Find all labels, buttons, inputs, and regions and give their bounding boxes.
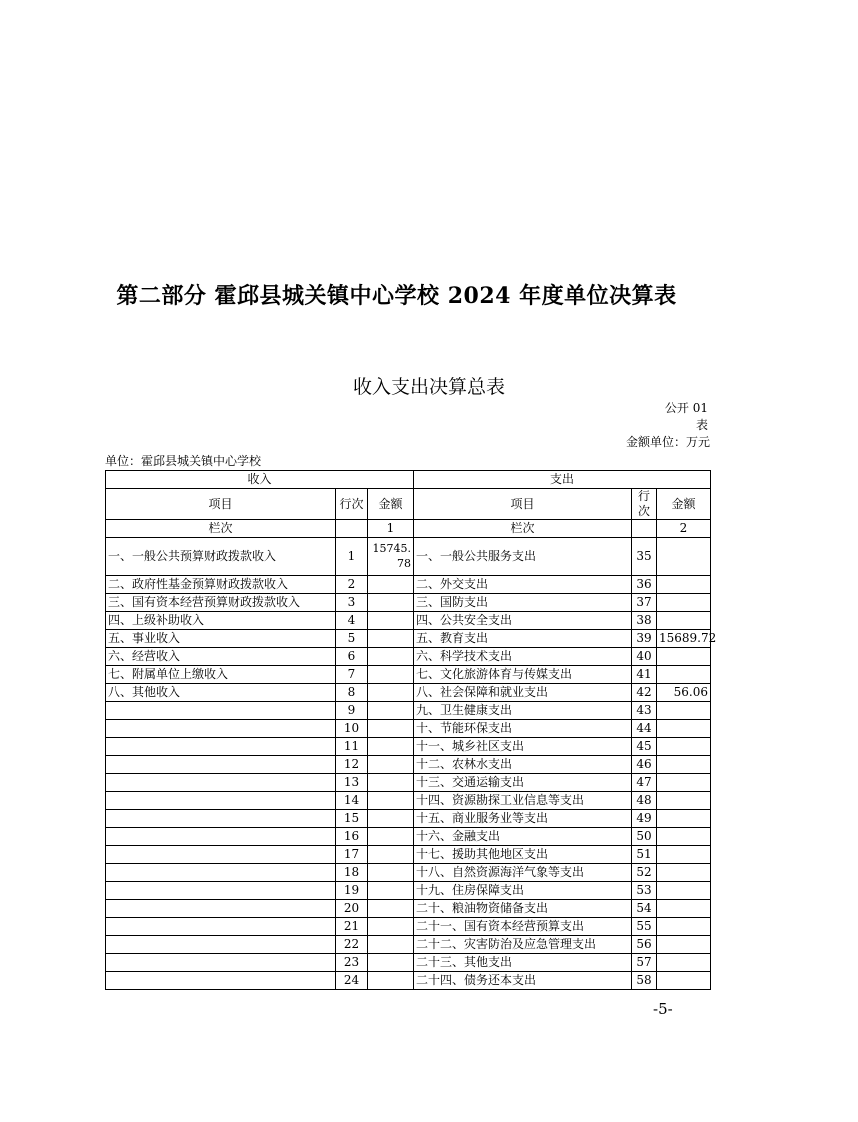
table-row xyxy=(106,792,711,810)
table-row xyxy=(106,648,711,666)
expense-amount xyxy=(657,576,711,594)
table-row xyxy=(106,666,711,684)
income-row-no: 11 xyxy=(336,738,368,756)
income-row-no: 12 xyxy=(336,756,368,774)
income-item xyxy=(106,828,336,846)
income-amount xyxy=(368,612,414,630)
income-row-no: 13 xyxy=(336,774,368,792)
expense-row-no: 39 xyxy=(632,630,657,648)
income-item xyxy=(106,972,336,990)
income-amount xyxy=(368,882,414,900)
income-item xyxy=(106,900,336,918)
expense-item: 十七、援助其他地区支出 xyxy=(414,846,632,864)
expense-row-no: 58 xyxy=(632,972,657,990)
table-row xyxy=(106,810,711,828)
income-item: 八、其他收入 xyxy=(106,684,336,702)
income-item xyxy=(106,756,336,774)
income-item xyxy=(106,864,336,882)
income-item xyxy=(106,792,336,810)
income-amount xyxy=(368,846,414,864)
income-amount xyxy=(368,702,414,720)
table-row xyxy=(106,684,711,702)
income-amount xyxy=(368,954,414,972)
expense-amount xyxy=(657,702,711,720)
income-amount xyxy=(368,792,414,810)
table-row xyxy=(106,828,711,846)
income-row-no: 7 xyxy=(336,666,368,684)
org-unit: 单位：霍邱县城关镇中心学校 xyxy=(105,454,262,468)
expense-amount xyxy=(657,936,711,954)
expense-amount xyxy=(657,648,711,666)
income-row-no: 22 xyxy=(336,936,368,954)
table-row xyxy=(106,594,711,612)
income-row-no: 5 xyxy=(336,630,368,648)
expense-item: 十、节能环保支出 xyxy=(414,720,632,738)
income-row-no: 14 xyxy=(336,792,368,810)
lanci-label-expense: 栏次 xyxy=(414,520,632,538)
income-amount xyxy=(368,810,414,828)
income-amount: 15745.78 xyxy=(368,538,414,576)
expense-item: 四、公共安全支出 xyxy=(414,612,632,630)
expense-row-no: 54 xyxy=(632,900,657,918)
expense-row-no: 37 xyxy=(632,594,657,612)
expense-amount xyxy=(657,972,711,990)
expense-item: 十二、农林水支出 xyxy=(414,756,632,774)
expense-amount xyxy=(657,756,711,774)
expense-row-no: 47 xyxy=(632,774,657,792)
expense-item: 十四、资源勘探工业信息等支出 xyxy=(414,792,632,810)
expense-item: 七、文化旅游体育与传媒支出 xyxy=(414,666,632,684)
expense-amount xyxy=(657,846,711,864)
table-row xyxy=(106,612,711,630)
income-item xyxy=(106,846,336,864)
expense-amount xyxy=(657,666,711,684)
income-item: 三、国有资本经营预算财政拨款收入 xyxy=(106,594,336,612)
income-item xyxy=(106,936,336,954)
expense-row-no: 48 xyxy=(632,792,657,810)
income-amount xyxy=(368,972,414,990)
income-row-no: 1 xyxy=(336,538,368,576)
income-amount xyxy=(368,648,414,666)
income-item xyxy=(106,954,336,972)
income-row-no: 20 xyxy=(336,900,368,918)
expense-row-no: 53 xyxy=(632,882,657,900)
table-row xyxy=(106,774,711,792)
lanci-number-expense: 2 xyxy=(657,520,711,538)
col-header-row-no: 行次 xyxy=(336,489,368,520)
income-row-no: 2 xyxy=(336,576,368,594)
income-row-no: 9 xyxy=(336,702,368,720)
income-row-no: 3 xyxy=(336,594,368,612)
table-row xyxy=(106,538,711,576)
income-row-no: 6 xyxy=(336,648,368,666)
income-row-no: 16 xyxy=(336,828,368,846)
income-item xyxy=(106,720,336,738)
col-header-amount: 金额 xyxy=(368,489,414,520)
table-row xyxy=(106,756,711,774)
expense-row-no: 36 xyxy=(632,576,657,594)
income-item xyxy=(106,810,336,828)
expense-item: 十九、住房保障支出 xyxy=(414,882,632,900)
table-row xyxy=(106,738,711,756)
income-item xyxy=(106,882,336,900)
section-header-row xyxy=(106,471,711,489)
income-amount xyxy=(368,576,414,594)
col-header-item: 项目 xyxy=(106,489,336,520)
expense-item: 九、卫生健康支出 xyxy=(414,702,632,720)
main-title: 第二部分 霍邱县城关镇中心学校 2024 年度单位决算表 xyxy=(116,283,677,309)
form-code: 公开 01 表 xyxy=(664,401,708,432)
income-row-no: 23 xyxy=(336,954,368,972)
expense-amount xyxy=(657,954,711,972)
table-row xyxy=(106,630,711,648)
income-item: 六、经营收入 xyxy=(106,648,336,666)
expense-amount xyxy=(657,882,711,900)
expense-item: 二十、粮油物资储备支出 xyxy=(414,900,632,918)
expense-row-no: 57 xyxy=(632,954,657,972)
income-item xyxy=(106,774,336,792)
income-amount xyxy=(368,900,414,918)
expense-item: 二十四、债务还本支出 xyxy=(414,972,632,990)
expense-item: 十八、自然资源海洋气象等支出 xyxy=(414,864,632,882)
table-row xyxy=(106,936,711,954)
income-amount xyxy=(368,684,414,702)
expense-amount xyxy=(657,774,711,792)
expense-amount xyxy=(657,828,711,846)
expense-amount xyxy=(657,918,711,936)
expense-row-no: 35 xyxy=(632,538,657,576)
table-row xyxy=(106,846,711,864)
expense-item: 二十二、灾害防治及应急管理支出 xyxy=(414,936,632,954)
income-amount xyxy=(368,720,414,738)
income-item: 四、上级补助收入 xyxy=(106,612,336,630)
expense-item: 十六、金融支出 xyxy=(414,828,632,846)
expense-amount xyxy=(657,792,711,810)
income-row-no: 18 xyxy=(336,864,368,882)
income-amount xyxy=(368,738,414,756)
expense-item: 二十三、其他支出 xyxy=(414,954,632,972)
table-row xyxy=(106,918,711,936)
income-amount xyxy=(368,774,414,792)
col-header-item-expense: 项目 xyxy=(414,489,632,520)
income-amount xyxy=(368,864,414,882)
income-row-no: 8 xyxy=(336,684,368,702)
expense-row-no: 56 xyxy=(632,936,657,954)
expense-amount xyxy=(657,538,711,576)
income-header: 收入 xyxy=(106,471,414,489)
expense-amount xyxy=(657,612,711,630)
table-title: 收入支出决算总表 xyxy=(352,376,505,398)
col-header-amount-expense: 金额 xyxy=(657,489,711,520)
income-amount xyxy=(368,918,414,936)
expense-amount xyxy=(657,900,711,918)
expense-row-no: 55 xyxy=(632,918,657,936)
expense-header: 支出 xyxy=(414,471,711,489)
expense-row-no: 43 xyxy=(632,702,657,720)
expense-amount xyxy=(657,738,711,756)
income-amount xyxy=(368,630,414,648)
expense-row-no: 41 xyxy=(632,666,657,684)
expense-row-no: 52 xyxy=(632,864,657,882)
expense-row-no: 40 xyxy=(632,648,657,666)
income-expense-table xyxy=(105,470,717,990)
expense-item: 十三、交通运输支出 xyxy=(414,774,632,792)
lanci-label: 栏次 xyxy=(106,520,336,538)
income-row-no: 10 xyxy=(336,720,368,738)
expense-item: 二十一、国有资本经营预算支出 xyxy=(414,918,632,936)
expense-amount: 56.06 xyxy=(657,684,711,702)
expense-item: 十一、城乡社区支出 xyxy=(414,738,632,756)
lanci-row xyxy=(106,520,711,538)
table-row xyxy=(106,720,711,738)
income-item: 一、一般公共预算财政拨款收入 xyxy=(106,538,336,576)
expense-item: 十五、商业服务业等支出 xyxy=(414,810,632,828)
income-row-no: 21 xyxy=(336,918,368,936)
income-item: 七、附属单位上缴收入 xyxy=(106,666,336,684)
expense-amount: 15689.72 xyxy=(657,630,711,648)
expense-row-no: 51 xyxy=(632,846,657,864)
income-amount xyxy=(368,828,414,846)
expense-item: 五、教育支出 xyxy=(414,630,632,648)
expense-item: 三、国防支出 xyxy=(414,594,632,612)
income-item xyxy=(106,738,336,756)
expense-item: 八、社会保障和就业支出 xyxy=(414,684,632,702)
expense-item: 一、一般公共服务支出 xyxy=(414,538,632,576)
expense-row-no: 46 xyxy=(632,756,657,774)
expense-row-no: 49 xyxy=(632,810,657,828)
income-item xyxy=(106,918,336,936)
income-amount xyxy=(368,594,414,612)
table-row xyxy=(106,864,711,882)
table-row xyxy=(106,882,711,900)
income-row-no: 4 xyxy=(336,612,368,630)
income-amount xyxy=(368,936,414,954)
expense-row-no: 38 xyxy=(632,612,657,630)
expense-amount xyxy=(657,720,711,738)
col-header-row-no-expense: 行次 xyxy=(632,489,657,520)
amount-unit: 金额单位：万元 xyxy=(625,435,710,449)
income-row-no: 15 xyxy=(336,810,368,828)
income-item xyxy=(106,702,336,720)
expense-row-no: 45 xyxy=(632,738,657,756)
income-row-no: 17 xyxy=(336,846,368,864)
table-row xyxy=(106,972,711,990)
table-row xyxy=(106,576,711,594)
table-row xyxy=(106,954,711,972)
income-row-no: 24 xyxy=(336,972,368,990)
expense-amount xyxy=(657,810,711,828)
column-header-row xyxy=(106,489,711,520)
page-number: -5- xyxy=(653,1000,673,1018)
income-item: 五、事业收入 xyxy=(106,630,336,648)
income-item: 二、政府性基金预算财政拨款收入 xyxy=(106,576,336,594)
income-row-no: 19 xyxy=(336,882,368,900)
lanci-number: 1 xyxy=(368,520,414,538)
expense-amount xyxy=(657,594,711,612)
income-amount xyxy=(368,756,414,774)
expense-row-no: 44 xyxy=(632,720,657,738)
income-amount xyxy=(368,666,414,684)
expense-item: 六、科学技术支出 xyxy=(414,648,632,666)
expense-row-no: 42 xyxy=(632,684,657,702)
expense-item: 二、外交支出 xyxy=(414,576,632,594)
table-row xyxy=(106,702,711,720)
expense-row-no: 50 xyxy=(632,828,657,846)
expense-amount xyxy=(657,864,711,882)
table-row xyxy=(106,900,711,918)
